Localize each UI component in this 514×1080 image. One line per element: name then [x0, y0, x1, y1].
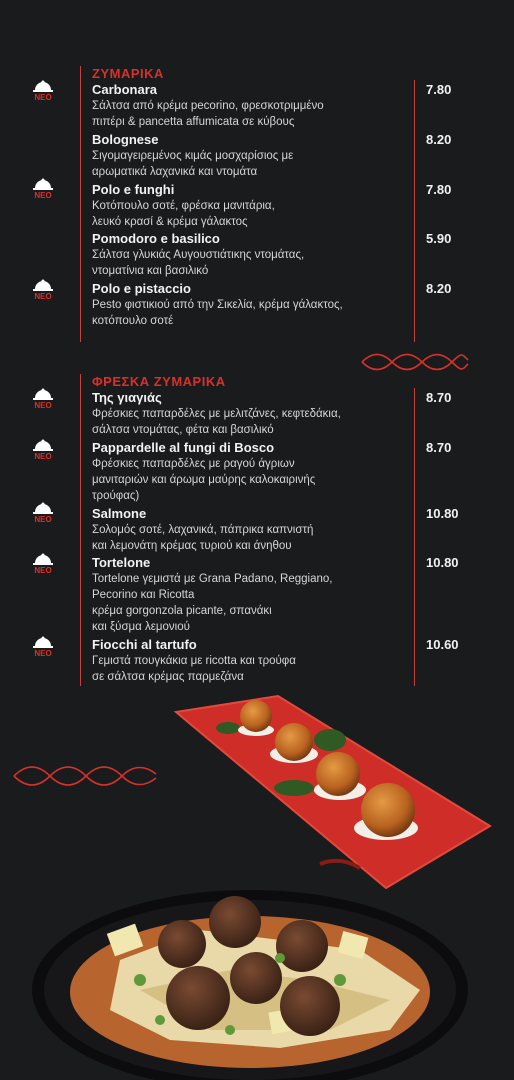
item-desc: σε σάλτσα κρέμας παρμεζάνα — [92, 671, 244, 683]
new-badge — [30, 439, 56, 461]
wave-ornament-icon — [12, 762, 158, 790]
menu-item — [92, 555, 422, 635]
item-price: 5.90 — [426, 231, 452, 246]
item-name: Fiocchi al tartufo — [92, 637, 197, 652]
item-price: 10.80 — [426, 506, 459, 521]
item-desc: κρέμα gorgonzola picante, σπανάκι — [92, 605, 272, 617]
item-desc: λευκό κρασί & κρέμα γάλακτος — [92, 216, 248, 228]
arancini-plate-photo — [170, 692, 494, 892]
divider-line-left — [80, 66, 81, 342]
new-badge — [30, 80, 56, 102]
cloche-icon — [33, 80, 53, 92]
item-desc: Pesto φιστικιού από την Σικελία, κρέμα γάλακτος, — [92, 299, 343, 311]
item-desc: τρούφας) — [92, 490, 140, 502]
item-price: 8.70 — [426, 440, 452, 455]
item-name: Tortelone — [92, 555, 151, 570]
menu-item — [92, 390, 422, 438]
item-desc: Φρέσκιες παπαρδέλες με ραγού άγριων — [92, 458, 295, 470]
item-desc: Κοτόπουλο σοτέ, φρέσκα μανιτάρια, — [92, 200, 275, 212]
badge-label: ΝΕΟ — [34, 515, 52, 524]
menu-item — [92, 132, 422, 180]
item-price: 8.20 — [426, 132, 452, 147]
new-badge — [30, 178, 56, 200]
item-desc: Φρέσκιες παπαρδέλες με μελιτζάνες, κεφτεδάκια, — [92, 408, 341, 420]
item-name: Pomodoro e basilico — [92, 231, 220, 246]
item-desc: Σολομός σοτέ, λαχανικά, πάπρικα καπνιστή — [92, 524, 314, 536]
item-desc: Tortelone γεμιστά με Grana Padano, Reggiano, — [92, 573, 333, 585]
badge-label: ΝΕΟ — [34, 292, 52, 301]
item-name: Της γιαγιάς — [92, 390, 162, 405]
item-name: Carbonara — [92, 82, 158, 97]
item-price: 8.70 — [426, 390, 452, 405]
menu-item — [92, 637, 422, 685]
cloche-icon — [33, 636, 53, 648]
divider-line-left — [80, 374, 81, 686]
new-badge — [30, 553, 56, 575]
badge-label: ΝΕΟ — [34, 649, 52, 658]
item-desc: και ξύσμα λεμονιού — [92, 621, 190, 633]
item-price: 7.80 — [426, 182, 452, 197]
menu-item — [92, 182, 422, 230]
item-desc: σάλτσα ντομάτας, φέτα και βασιλικό — [92, 424, 274, 436]
item-name: Pappardelle al fungi di Bosco — [92, 440, 275, 455]
item-desc: Σάλτσα από κρέμα pecorino, φρεσκοτριμμένο — [92, 100, 324, 112]
menu-item — [92, 506, 422, 554]
meatball-pasta-photo — [30, 880, 470, 1080]
menu-item — [92, 231, 422, 279]
badge-label: ΝΕΟ — [34, 93, 52, 102]
new-badge — [30, 388, 56, 410]
item-desc: Pecorino και Ricotta — [92, 589, 195, 601]
cloche-icon — [33, 388, 53, 400]
menu-item — [92, 440, 422, 504]
item-desc: Σάλτσα γλυκιάς Αυγουστιάτικης ντομάτας, — [92, 249, 305, 261]
cloche-icon — [33, 502, 53, 514]
item-name: Polo e funghi — [92, 182, 175, 197]
item-desc: Γεμιστά πουγκάκια με ricotta και τρούφα — [92, 655, 296, 667]
item-desc: Σιγομαγειρεμένος κιμάς μοσχαρίσιος με — [92, 150, 294, 162]
item-desc: κοτόπουλο σοτέ — [92, 315, 174, 327]
menu-item — [92, 281, 422, 329]
item-price: 10.80 — [426, 555, 459, 570]
cloche-icon — [33, 439, 53, 451]
badge-label: ΝΕΟ — [34, 566, 52, 575]
item-price: 8.20 — [426, 281, 452, 296]
new-badge — [30, 279, 56, 301]
badge-label: ΝΕΟ — [34, 191, 52, 200]
cloche-icon — [33, 553, 53, 565]
new-badge — [30, 636, 56, 658]
menu-item — [92, 82, 422, 130]
badge-label: ΝΕΟ — [34, 401, 52, 410]
item-desc: μανιταριών και άρωμα μαύρης καλοκαιρινής — [92, 474, 316, 486]
item-price: 10.60 — [426, 637, 459, 652]
item-desc: πιπέρι & pancetta affumicata σε κύβους — [92, 116, 295, 128]
cloche-icon — [33, 178, 53, 190]
item-name: Polo e pistaccio — [92, 281, 191, 296]
item-desc: και λεμονάτη κρέμας τυριού και άνηθου — [92, 540, 292, 552]
wave-ornament-icon — [360, 350, 470, 374]
item-name: Bolognese — [92, 132, 159, 147]
new-badge — [30, 502, 56, 524]
item-price: 7.80 — [426, 82, 452, 97]
item-name: Salmone — [92, 506, 147, 521]
section-title: ΖΥΜΑΡΙΚΑ — [92, 66, 164, 81]
cloche-icon — [33, 279, 53, 291]
item-desc: αρωματικά λαχανικά και ντομάτα — [92, 166, 258, 178]
item-desc: ντοματίνια και βασιλικό — [92, 265, 209, 277]
badge-label: ΝΕΟ — [34, 452, 52, 461]
section-title: ΦΡΕΣΚΑ ΖΥΜΑΡΙΚΑ — [92, 374, 226, 389]
